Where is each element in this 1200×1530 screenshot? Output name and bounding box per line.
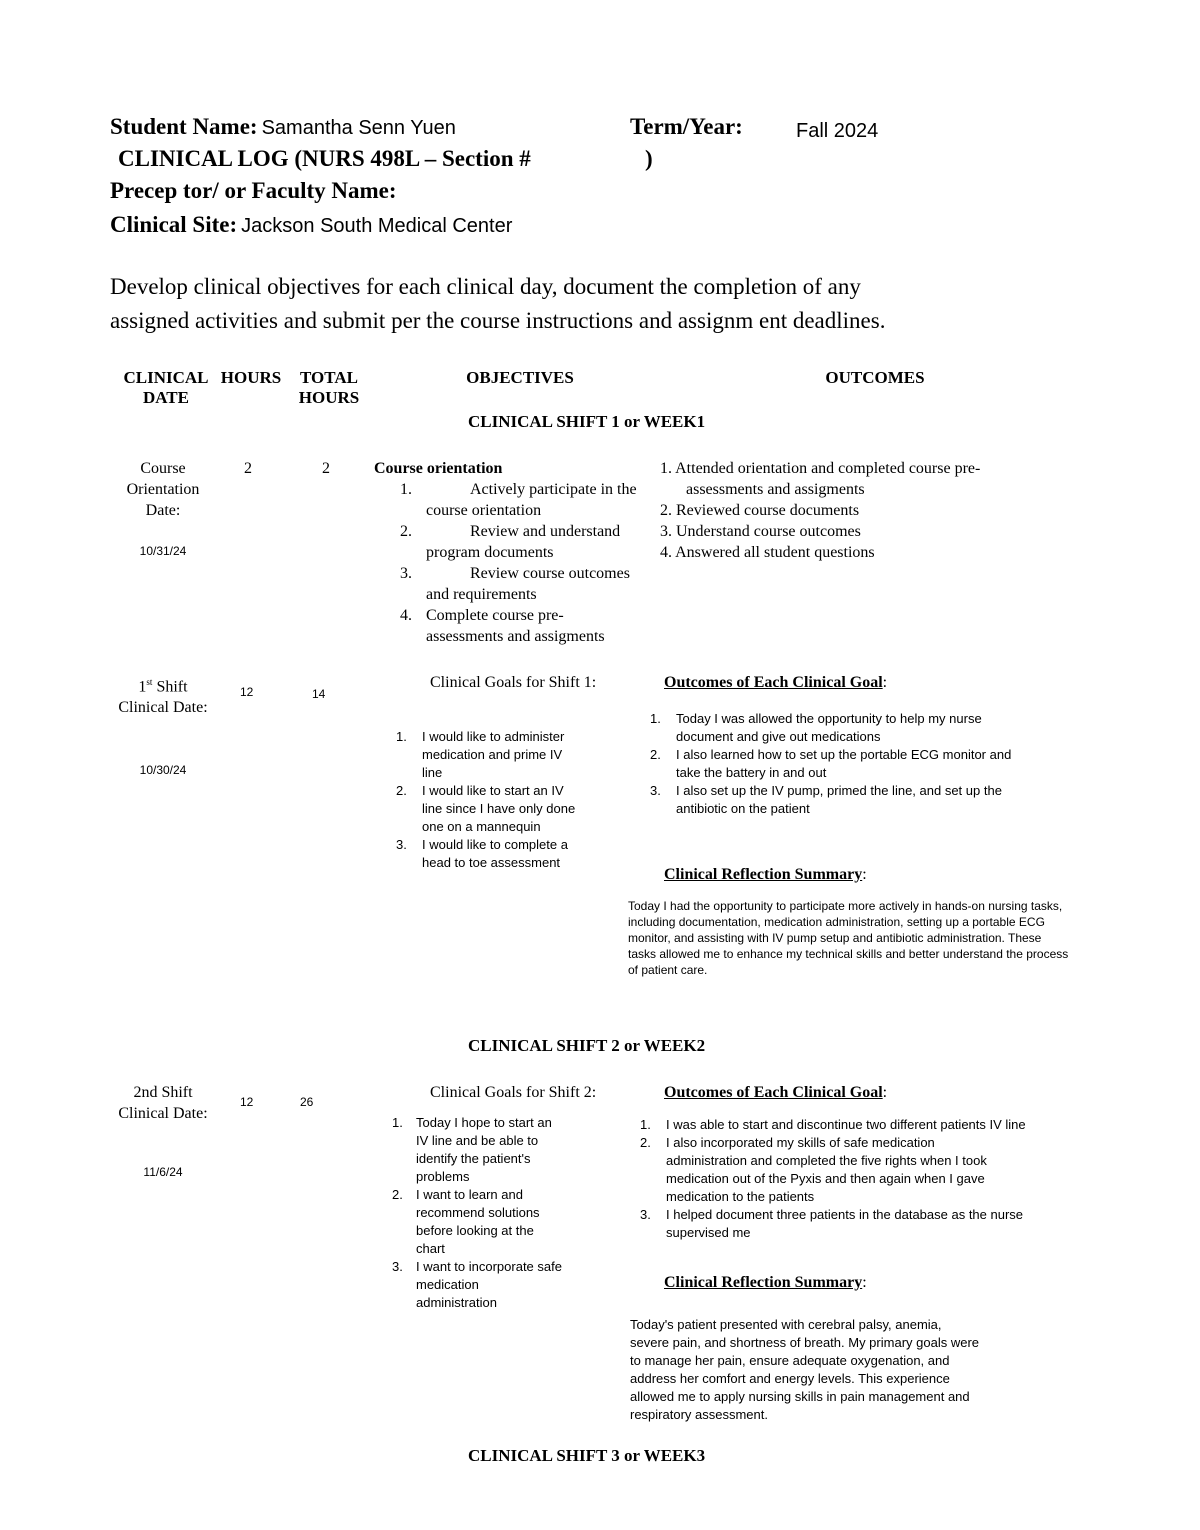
shift-2-reflection-line: to manage her pain, ensure adequate oxygenation, and [630, 1353, 950, 1368]
shift-1-outcome-number: 1. [650, 711, 661, 726]
col-total-hours [294, 368, 364, 408]
shift-2-outcome-line: medication out of the Pyxis and then again when I gave [666, 1171, 985, 1186]
shift-1-goal-item [396, 728, 626, 782]
orientation-date-value: 10/31/24 [139, 544, 187, 558]
shift-1-outcomes-list [650, 710, 1110, 818]
orientation-date-line2: Orientation [126, 481, 200, 498]
shift-2-goal-line: before looking at the [416, 1223, 534, 1238]
student-name-label: Student Name: [110, 114, 258, 139]
clinical-site-label: Clinical Site: [110, 212, 238, 237]
shift-2-goal-number: 3. [392, 1259, 403, 1274]
shift-1-outcome-number: 2. [650, 747, 661, 762]
shift-2-total-hours: 26 [300, 1095, 314, 1109]
orientation-objective-item [374, 563, 664, 605]
shift-1-outcome-item [650, 782, 1110, 818]
shift-1-goal-number: 1. [396, 729, 407, 744]
orientation-objective-line2: and requirements [426, 586, 537, 603]
orientation-outcomes [660, 458, 1060, 563]
shift-1-outcome-line: take the battery in and out [676, 765, 827, 780]
orientation-objective-number: 1. [400, 481, 412, 498]
shift-1-date-value: 10/30/24 [139, 763, 187, 778]
shift-1-reflection-heading: Clinical Reflection Summary [664, 866, 863, 883]
shift-1-goal-line: I would like to start an IV [422, 783, 564, 798]
shift-1-reflection-line: including documentation, medication administration, setting up a portable ECG [628, 915, 1045, 929]
orientation-outcome-line1: 3. Understand course outcomes [660, 523, 861, 540]
shift-1-outcome-line: Today I was allowed the opportunity to help my nurse [676, 711, 982, 726]
shift-2-reflection-line: address her comfort and energy levels. This experience [630, 1371, 950, 1386]
shift-2-date-line1: 2nd Shift [133, 1084, 193, 1101]
shift-1-reflection-line: monitor, and assisting with IV pump setup and antibiotic administration. These [628, 931, 1042, 945]
orientation-objective-line2: course orientation [426, 502, 542, 519]
shift-2-outcome-line: administration and completed the five rights when I took [666, 1153, 987, 1168]
shift-2-goals-heading: Clinical Goals for Shift 2: [430, 1084, 597, 1101]
shift-1-outcomes-heading-row: Outcomes of Each Clinical Goal: [664, 674, 888, 691]
shift-2-outcome-item [640, 1134, 1120, 1206]
shift-2-goals-list [392, 1114, 622, 1312]
shift-1-reflection-line: of patient care. [628, 963, 708, 977]
orientation-objective-number: 3. [400, 565, 412, 582]
shift-1-date-cell [108, 672, 218, 779]
orientation-outcomes-list [660, 458, 1060, 563]
col-outcomes: OUTCOMES [825, 368, 925, 387]
shift-1-goal-number: 3. [396, 837, 407, 852]
shift-1-goals-list [396, 728, 626, 872]
shift-2-goal-line: IV line and be able to [416, 1133, 539, 1148]
col-objectives: OBJECTIVES [466, 368, 574, 387]
orientation-objectives-heading: Course orientation [374, 460, 503, 477]
shift-2-goal-item [392, 1114, 622, 1186]
term-value: Fall 2024 [796, 120, 879, 142]
shift-1-total-hours: 14 [312, 687, 326, 701]
col-clinical-date-line2: DATE [143, 388, 189, 407]
shift-1-reflection-heading-row: Clinical Reflection Summary: [664, 866, 867, 883]
shift-1-hours: 12 [240, 685, 254, 699]
orientation-objective-line1: Review and understand [470, 523, 621, 540]
orientation-outcome-line1: 4. Answered all student questions [660, 544, 875, 561]
shift-2-outcome-line: medication to the patients [666, 1189, 815, 1204]
shift-2-goal-line: Today I hope to start an [416, 1115, 552, 1130]
term-row [630, 114, 743, 140]
shift-2-goal-number: 2. [392, 1187, 403, 1202]
instructions-line-2: assigned activities and submit per the course instructions and assignm ent deadlines. [110, 308, 886, 333]
shift-2-outcomes-list [640, 1116, 1120, 1242]
shift-1-outcome-line: I also set up the IV pump, primed the line, and set up the [676, 783, 1002, 798]
orientation-objective-line1: Actively participate in the [470, 481, 637, 498]
shift-3-title: CLINICAL SHIFT 3 or WEEK3 [468, 1446, 706, 1465]
shift-2-outcomes-heading-row: Outcomes of Each Clinical Goal: [664, 1084, 888, 1101]
orientation-objective-line2: program documents [426, 544, 554, 561]
orientation-outcome-line1: 1. Attended orientation and completed course pre- [660, 460, 981, 477]
shift-1-goal-line: line since I have only done [422, 801, 576, 816]
shift-2-goal-line: recommend solutions [416, 1205, 540, 1220]
shift-1-goal-line: one on a mannequin [422, 819, 541, 834]
orientation-objective-item [374, 521, 664, 563]
student-name-row [110, 114, 456, 140]
shift-2-outcome-number: 3. [640, 1207, 651, 1222]
orientation-objective-number: 4. [400, 607, 412, 624]
shift-2-outcome-line: I helped document three patients in the database as the nurse [666, 1207, 1024, 1222]
shift-1-outcome-item [650, 710, 1110, 746]
log-title-close: ) [645, 146, 653, 171]
orientation-objective-line2: assessments and assigments [426, 628, 605, 645]
shift-2-goal-item [392, 1258, 622, 1312]
shift-2-outcome-item [640, 1206, 1120, 1242]
log-title: CLINICAL LOG (NURS 498L – Section # [118, 146, 531, 171]
shift-2-goal-line: problems [416, 1169, 470, 1184]
shift-2-reflection-line: severe pain, and shortness of breath. My primary goals were [630, 1335, 980, 1350]
shift-1-reflection-line: tasks allowed me to enhance my technical skills and better understand the process [628, 947, 1069, 961]
orientation-date-line1: Course [140, 460, 186, 477]
shift-2-reflection-heading: Clinical Reflection Summary [664, 1274, 863, 1291]
shift-2-date-line2: Clinical Date: [118, 1105, 208, 1122]
shift-1-goal-item [396, 782, 626, 836]
shift-1-outcome-item [650, 746, 1110, 782]
shift-2-outcome-number: 1. [640, 1117, 651, 1132]
col-clinical-date-line1: CLINICAL [123, 368, 209, 387]
shift-1-reflection-text [628, 898, 1168, 978]
shift-2-outcome-number: 2. [640, 1135, 651, 1150]
shift-2-outcome-line: I also incorporated my skills of safe medication [666, 1135, 935, 1150]
orientation-objective-line1: Review course outcomes [470, 565, 630, 582]
shift-1-outcomes-heading: Outcomes of Each Clinical Goal [664, 674, 883, 691]
shift-1-goal-line: line [422, 765, 443, 780]
shift-1-goal-number: 2. [396, 783, 407, 798]
shift-2-hours: 12 [240, 1095, 254, 1109]
shift-2-outcome-line: supervised me [666, 1225, 751, 1240]
shift-1-outcome-line: antibiotic on the patient [676, 801, 810, 816]
shift-2-goal-item [392, 1186, 622, 1258]
col-clinical-date [118, 368, 214, 408]
orientation-total-hours: 2 [322, 460, 330, 477]
shift-2-reflection-text [630, 1316, 1090, 1424]
instructions-line-1: Develop clinical objectives for each clinical day, document the completion of any [110, 274, 861, 299]
shift-2-goal-line: administration [416, 1295, 497, 1310]
orientation-objective-line1: Complete course pre- [426, 607, 564, 624]
shift-1-goal-item [396, 836, 626, 872]
orientation-outcome-line1: 2. Reviewed course documents [660, 502, 860, 519]
shift-2-reflection-line: allowed me to apply nursing skills in pain management and [630, 1389, 970, 1404]
shift-1-reflection-line: Today I had the opportunity to participate more actively in hands-on nursing tasks, [628, 899, 1063, 913]
col-total-line2: HOURS [298, 388, 360, 407]
shift-2-goal-line: chart [416, 1241, 445, 1256]
clinical-site-row [110, 212, 512, 238]
shift-2-date-cell [108, 1082, 218, 1181]
orientation-date-cell [108, 458, 218, 560]
shift-1-title: CLINICAL SHIFT 1 or WEEK1 [468, 412, 706, 431]
shift-1-outcome-line: document and give out medications [676, 729, 881, 744]
shift-1-outcome-line: I also learned how to set up the portable ECG monitor and [676, 747, 1012, 762]
shift-2-goal-number: 1. [392, 1115, 403, 1130]
shift-2-title: CLINICAL SHIFT 2 or WEEK2 [468, 1036, 706, 1055]
orientation-objective-item [374, 479, 664, 521]
shift-2-date-value: 11/6/24 [143, 1165, 183, 1179]
shift-2-reflection-line: Today's patient presented with cerebral palsy, anemia, [630, 1317, 942, 1332]
shift-2-goal-line: identify the patient's [416, 1151, 531, 1166]
shift-1-goal-line: I would like to complete a [422, 837, 568, 852]
orientation-objective-number: 2. [400, 523, 412, 540]
orientation-outcome-line2: assessments and assigments [686, 481, 865, 498]
shift-1-goal-line: head to toe assessment [422, 855, 561, 870]
shift-2-goal-line: medication [416, 1277, 479, 1292]
orientation-objectives [374, 458, 664, 647]
shift-1-date-line1: 1st Shift [138, 677, 188, 696]
shift-2-goal-line: I want to incorporate safe [416, 1259, 562, 1274]
shift-2-reflection-line: respiratory assessment. [630, 1407, 768, 1422]
student-name-value: Samantha Senn Yuen [261, 117, 456, 139]
col-hours: HOURS [220, 368, 282, 387]
shift-1-date-line2: Clinical Date: [118, 699, 208, 717]
shift-2-outcome-line: I was able to start and discontinue two different patients IV line [666, 1117, 1026, 1132]
orientation-objective-item [374, 605, 664, 647]
orientation-date-line3: Date: [145, 502, 181, 519]
shift-2-outcome-item [640, 1116, 1120, 1134]
shift-2-reflection-heading-row: Clinical Reflection Summary: [664, 1274, 867, 1291]
term-label: Term/Year: [630, 114, 743, 139]
col-total-line1: TOTAL [300, 368, 358, 387]
shift-1-goal-line: I would like to administer [422, 729, 565, 744]
shift-2-outcomes-heading: Outcomes of Each Clinical Goal [664, 1084, 883, 1101]
orientation-hours: 2 [244, 460, 252, 477]
instructions-paragraph [110, 270, 1110, 338]
clinical-site-value: Jackson South Medical Center [241, 215, 513, 237]
preceptor-label: Precep tor/ or Faculty Name: [110, 178, 397, 203]
shift-1-goal-line: medication and prime IV [422, 747, 563, 762]
shift-2-goal-line: I want to learn and [416, 1187, 523, 1202]
shift-1-goals-heading: Clinical Goals for Shift 1: [430, 674, 597, 691]
orientation-objectives-list [374, 479, 664, 647]
shift-1-outcome-number: 3. [650, 783, 661, 798]
